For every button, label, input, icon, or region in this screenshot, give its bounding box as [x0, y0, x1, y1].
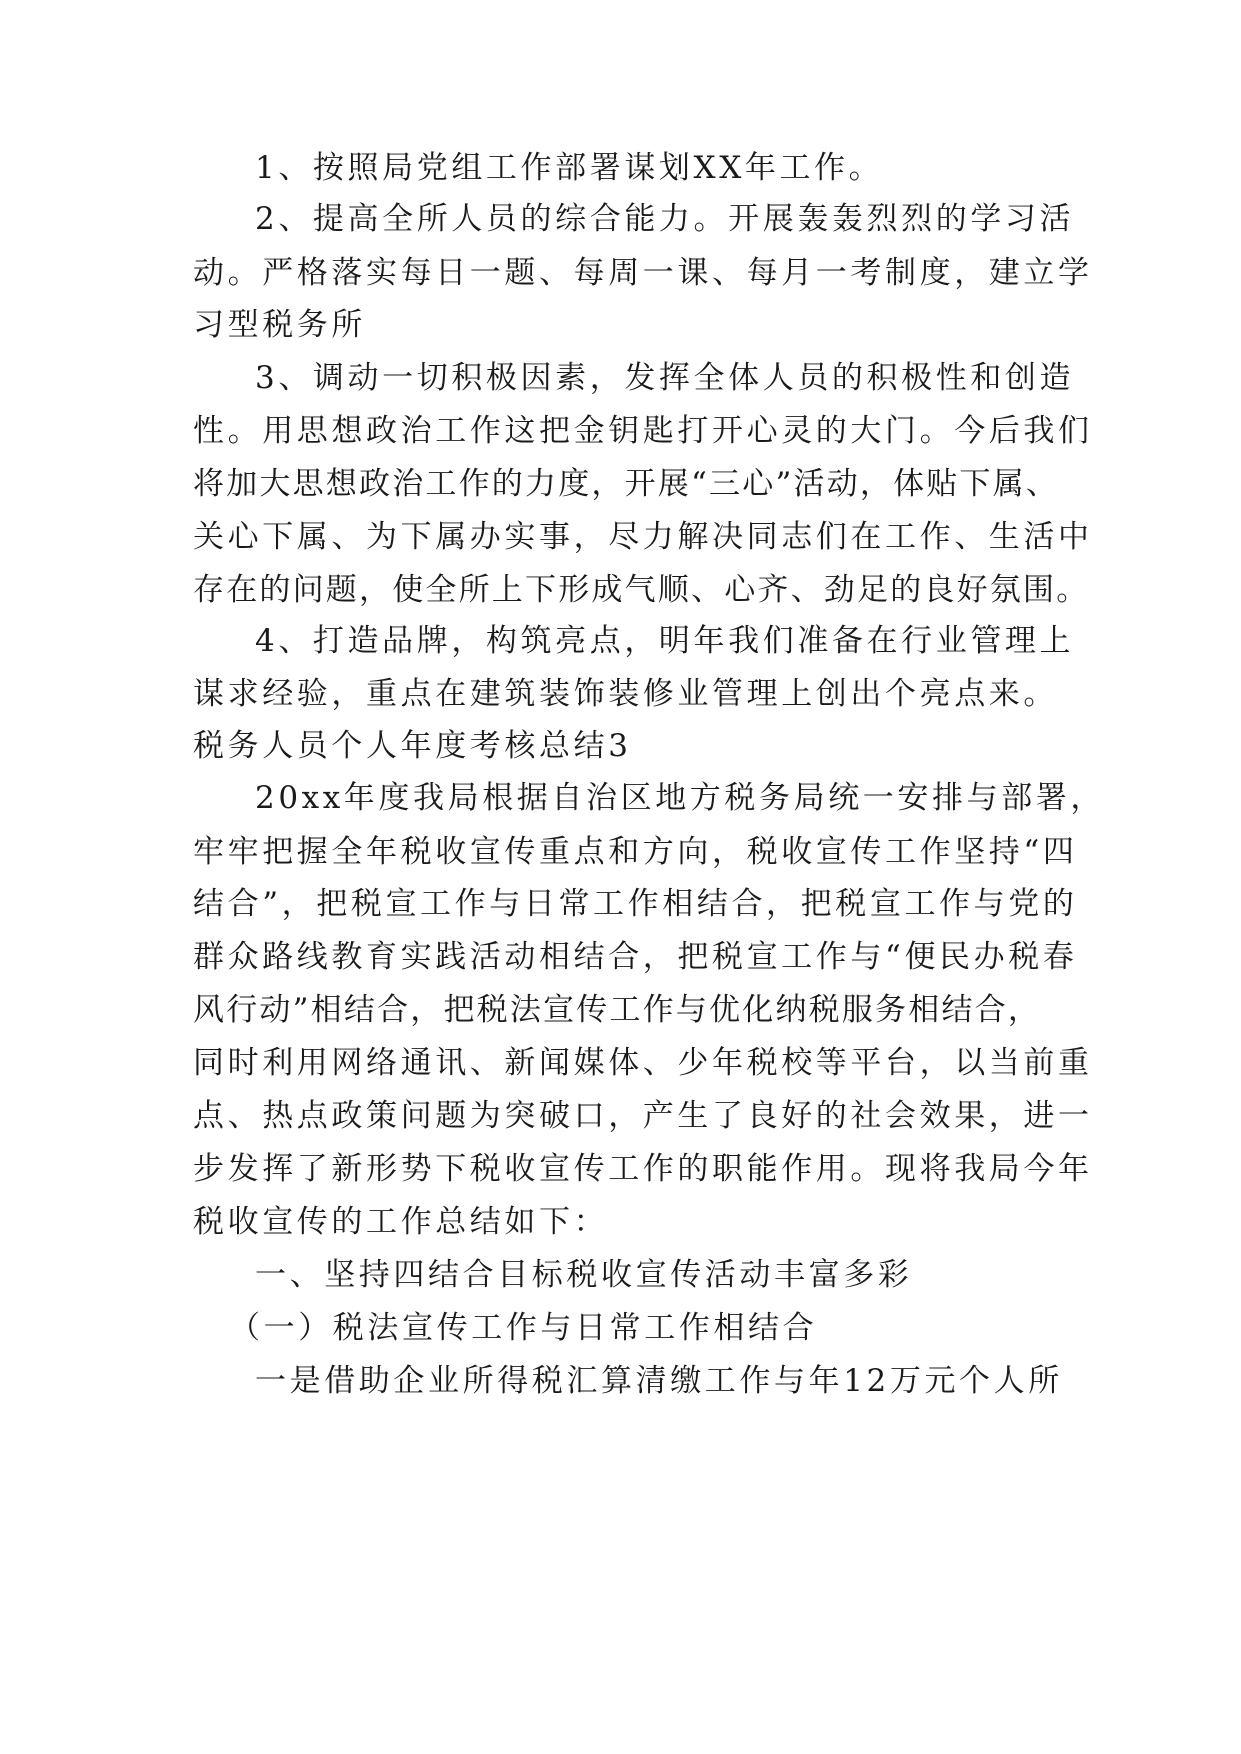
- text-line: 风行动”相结合，把税法宣传工作与优化纳税服务相结合，: [193, 992, 1042, 1028]
- text-line: 一是借助企业所得税汇算清缴工作与年12万元个人所: [255, 1363, 1063, 1399]
- text-line: 1、按照局党组工作部署谋划XX年工作。: [255, 150, 884, 186]
- text-line: 群众路线教育实践活动相结合，把税宣工作与“便民办税春: [193, 939, 1078, 975]
- text-line: 3、调动一切积极因素，发挥全体人员的积极性和创造: [255, 360, 1075, 396]
- subheading: （一）税法宣传工作与日常工作相结合: [229, 1310, 818, 1346]
- text-line: 20xx年度我局根据自治区地方税务局统一安排与部署，: [255, 780, 1106, 816]
- text-line: 同时利用网络通讯、新闻媒体、少年税校等平台，以当前重: [193, 1045, 1093, 1081]
- text-line: 2、提高全所人员的综合能力。开展轰轰烈烈的学习活: [255, 201, 1075, 237]
- text-line: 结合”，把税宣工作与日常工作相结合，把税宣工作与党的: [193, 886, 1078, 922]
- text-line: 关心下属、为下属办实事，尽力解决同志们在工作、生活中: [193, 519, 1093, 555]
- text-line: 税收宣传的工作总结如下：: [193, 1204, 609, 1240]
- subheading: 一、坚持四结合目标税收宣传活动丰富多彩: [255, 1257, 913, 1293]
- text-line: 存在的问题，使全所上下形成气顺、心齐、劲足的良好氛围。: [193, 572, 1090, 608]
- text-line: 点、热点政策问题为突破口，产生了良好的社会效果，进一: [193, 1098, 1093, 1134]
- text-line: 牢牢把握全年税收宣传重点和方向，税收宣传工作坚持“四: [193, 834, 1078, 870]
- text-line: 4、打造品牌，构筑亮点，明年我们准备在行业管理上: [255, 623, 1075, 659]
- text-line: 步发挥了新形势下税收宣传工作的职能作用。现将我局今年: [193, 1151, 1093, 1187]
- text-line: 习型税务所: [193, 307, 366, 343]
- text-line: 性。用思想政治工作这把金钥匙打开心灵的大门。今后我们: [193, 413, 1093, 449]
- section-heading: 税务人员个人年度考核总结3: [193, 728, 632, 764]
- text-line: 将加大思想政治工作的力度，开展“三心”活动，体贴下属、: [193, 466, 1060, 502]
- text-line: 动。严格落实每日一题、每周一课、每月一考制度，建立学: [193, 255, 1093, 291]
- text-line: 谋求经验，重点在建筑装饰装修业管理上创出个亮点来。: [193, 676, 1058, 712]
